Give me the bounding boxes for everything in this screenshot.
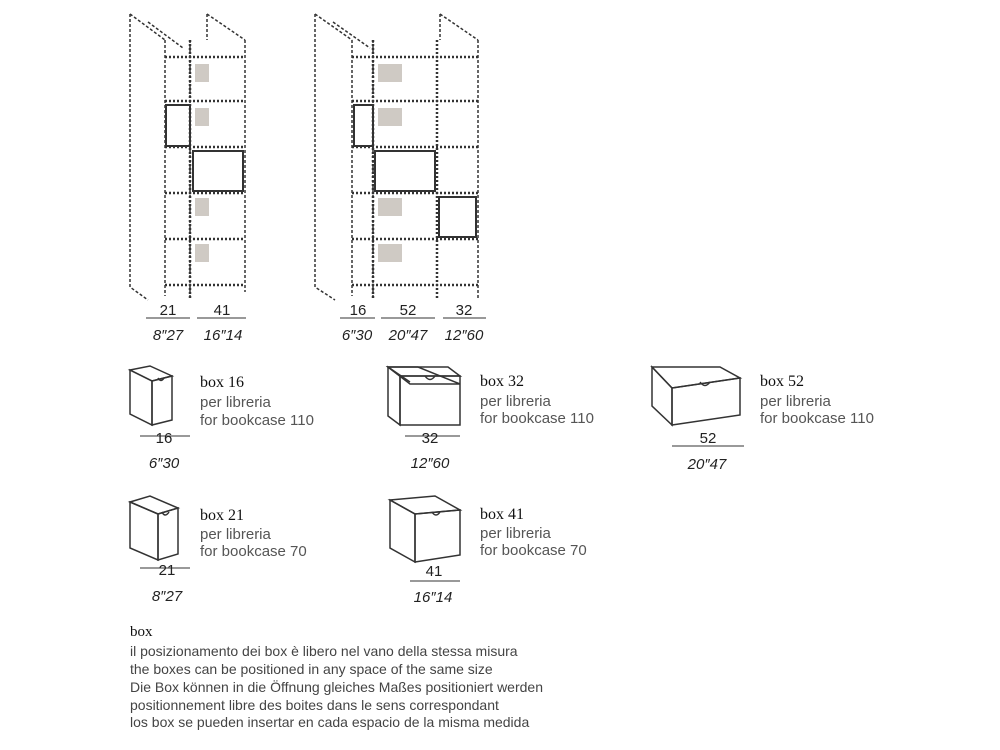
bookcase-110-drawing xyxy=(315,14,478,300)
box-32-title: box 32 xyxy=(480,373,524,390)
box-52-line2: for bookcase 110 xyxy=(760,410,874,427)
box-52-title: box 52 xyxy=(760,373,804,390)
bookcase-70-box-21 xyxy=(166,105,190,146)
box-52-cm: 52 xyxy=(699,430,717,447)
bookcase-110-box-52 xyxy=(375,151,435,191)
dim-110-3-inch: 12″60 xyxy=(444,327,484,344)
box-41-cm: 41 xyxy=(425,563,443,580)
box-32-inch: 12″60 xyxy=(410,455,450,472)
box-21-title: box 21 xyxy=(200,507,244,524)
box-21-drawing xyxy=(130,496,178,560)
box-16-line1: per libreria xyxy=(200,394,271,411)
box-21-line2: for bookcase 70 xyxy=(200,543,307,560)
box-41-drawing xyxy=(390,496,460,562)
dim-110-2-cm: 52 xyxy=(399,302,417,319)
box-21-cm: 21 xyxy=(158,562,176,579)
box-41-title: box 41 xyxy=(480,506,524,523)
dim-70-2-cm: 41 xyxy=(213,302,231,319)
bookcase-110-openings xyxy=(378,64,402,262)
box-16-inch: 6″30 xyxy=(148,455,180,472)
note-line-fr: positionnement libre des boites dans le sens correspondant xyxy=(130,697,499,713)
dim-110-1-cm: 16 xyxy=(349,302,367,319)
dim-70-2-inch: 16″14 xyxy=(203,327,243,344)
dim-110-3-cm: 32 xyxy=(455,302,473,319)
bookcase-110-box-16 xyxy=(354,105,373,146)
box-52-line1: per libreria xyxy=(760,393,831,410)
box-41-line2: for bookcase 70 xyxy=(480,542,587,559)
note-line-es: los box se pueden insertar en cada espacio de la misma medida xyxy=(130,714,530,730)
bookcase-70-openings xyxy=(195,64,209,262)
box-16-drawing xyxy=(130,366,172,425)
box-21-inch: 8″27 xyxy=(151,588,183,605)
box-32-line1: per libreria xyxy=(480,393,551,410)
note-line-it: il posizionamento dei box è libero nel vano della stessa misura xyxy=(130,643,518,659)
box-16-line2: for bookcase 110 xyxy=(200,412,314,429)
box-52-drawing xyxy=(652,367,740,425)
bookcase-70-box-41 xyxy=(193,151,243,191)
box-52-inch: 20″47 xyxy=(687,456,727,473)
box-41-inch: 16″14 xyxy=(413,589,453,606)
bookcase-70-drawing xyxy=(130,14,245,300)
note-line-en: the boxes can be positioned in any space of the same size xyxy=(130,661,493,677)
dim-110-1-inch: 6″30 xyxy=(341,327,373,344)
dim-70-1-cm: 21 xyxy=(159,302,177,319)
box-16-title: box 16 xyxy=(200,374,244,391)
bookcase-110-box-32 xyxy=(439,197,476,237)
box-32-cm: 32 xyxy=(421,430,439,447)
bookcase-110-shelves xyxy=(352,40,478,300)
note-title: box xyxy=(130,624,153,640)
box-16-cm: 16 xyxy=(155,430,173,447)
box-32-line2: for bookcase 110 xyxy=(480,410,594,427)
bookcase-70-frame xyxy=(130,14,245,300)
note-line-de: Die Box können in die Öffnung gleiches Maßes positioniert werden xyxy=(130,679,543,695)
dim-70-1-inch: 8″27 xyxy=(152,327,184,344)
box-21-line1: per libreria xyxy=(200,526,271,543)
box-41-line1: per libreria xyxy=(480,525,551,542)
dim-110-2-inch: 20″47 xyxy=(388,327,428,344)
